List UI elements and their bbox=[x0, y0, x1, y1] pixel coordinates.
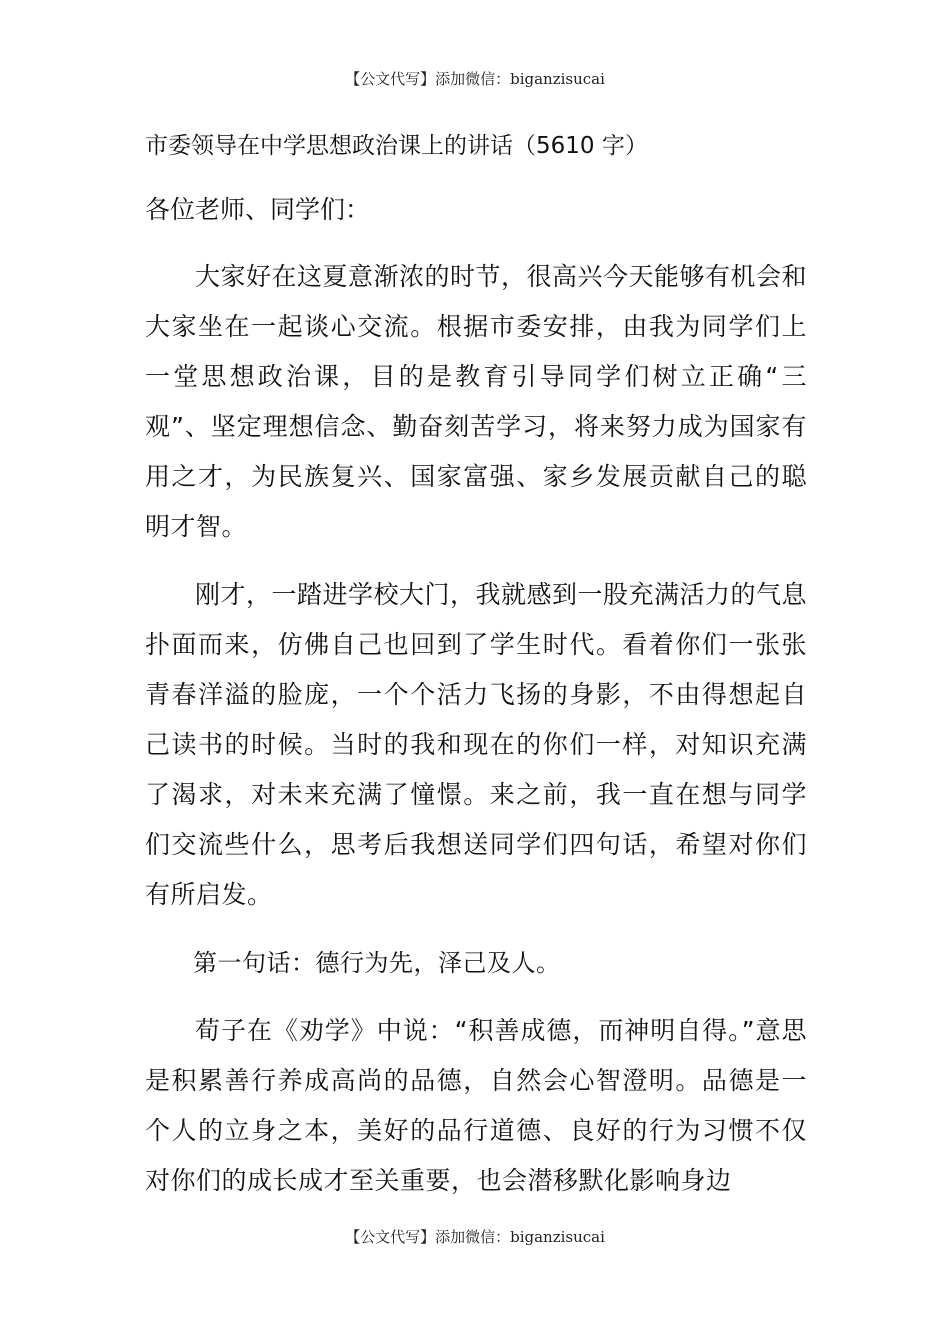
header-watermark: 【公文代写】添加微信：biganzisucai bbox=[345, 70, 605, 88]
paragraph-greeting: 大家好在这夏意渐浓的时节，很高兴今天能够有机会和大家坐在一起谈心交流。根据市委安排，由我为同学们上一堂思想政治课，目的是教育引导同学们树立正确“三观”、坚定理想信念、勤奋刻苦学习，将来努力成为国家有用之才，为民族复兴、国家富强、家乡发展贡献自己的聪明才智。 bbox=[145, 262, 808, 541]
footer-watermark: 【公文代写】添加微信：biganzisucai bbox=[345, 1228, 605, 1246]
section-heading-first: 第一句话：德行为先，泽己及人。 bbox=[193, 949, 561, 977]
document-body bbox=[145, 128, 807, 1224]
salutation: 各位老师、同学们： bbox=[145, 195, 371, 224]
document-title: 市委领导在中学思想政治课上的讲话（5610 字） bbox=[145, 133, 648, 159]
paragraph-virtue: 荀子在《劝学》中说：“积善成德，而神明自得。”意思是积累善行养成高尚的品德，自然会心智澄明。品德是一个人的立身之本，美好的品行道德、良好的行为习惯不仅对你们的成长成才至关重要，也会潜移默化影响身边 bbox=[145, 1016, 807, 1195]
paragraph-campus-impression: 刚才，一踏进学校大门，我就感到一股充满活力的气息扑面而来，仿佛自己也回到了学生时代。看着你们一张张青春洋溢的脸庞，一个个活力飞扬的身影，不由得想起自己读书的时候。当时的我和现在的你们一样，对知识充满了渴求，对未来充满了憧憬。来之前，我一直在想与同学们交流些什么，思考后我想送同学们四句话，希望对你们有所启发。 bbox=[145, 580, 808, 909]
